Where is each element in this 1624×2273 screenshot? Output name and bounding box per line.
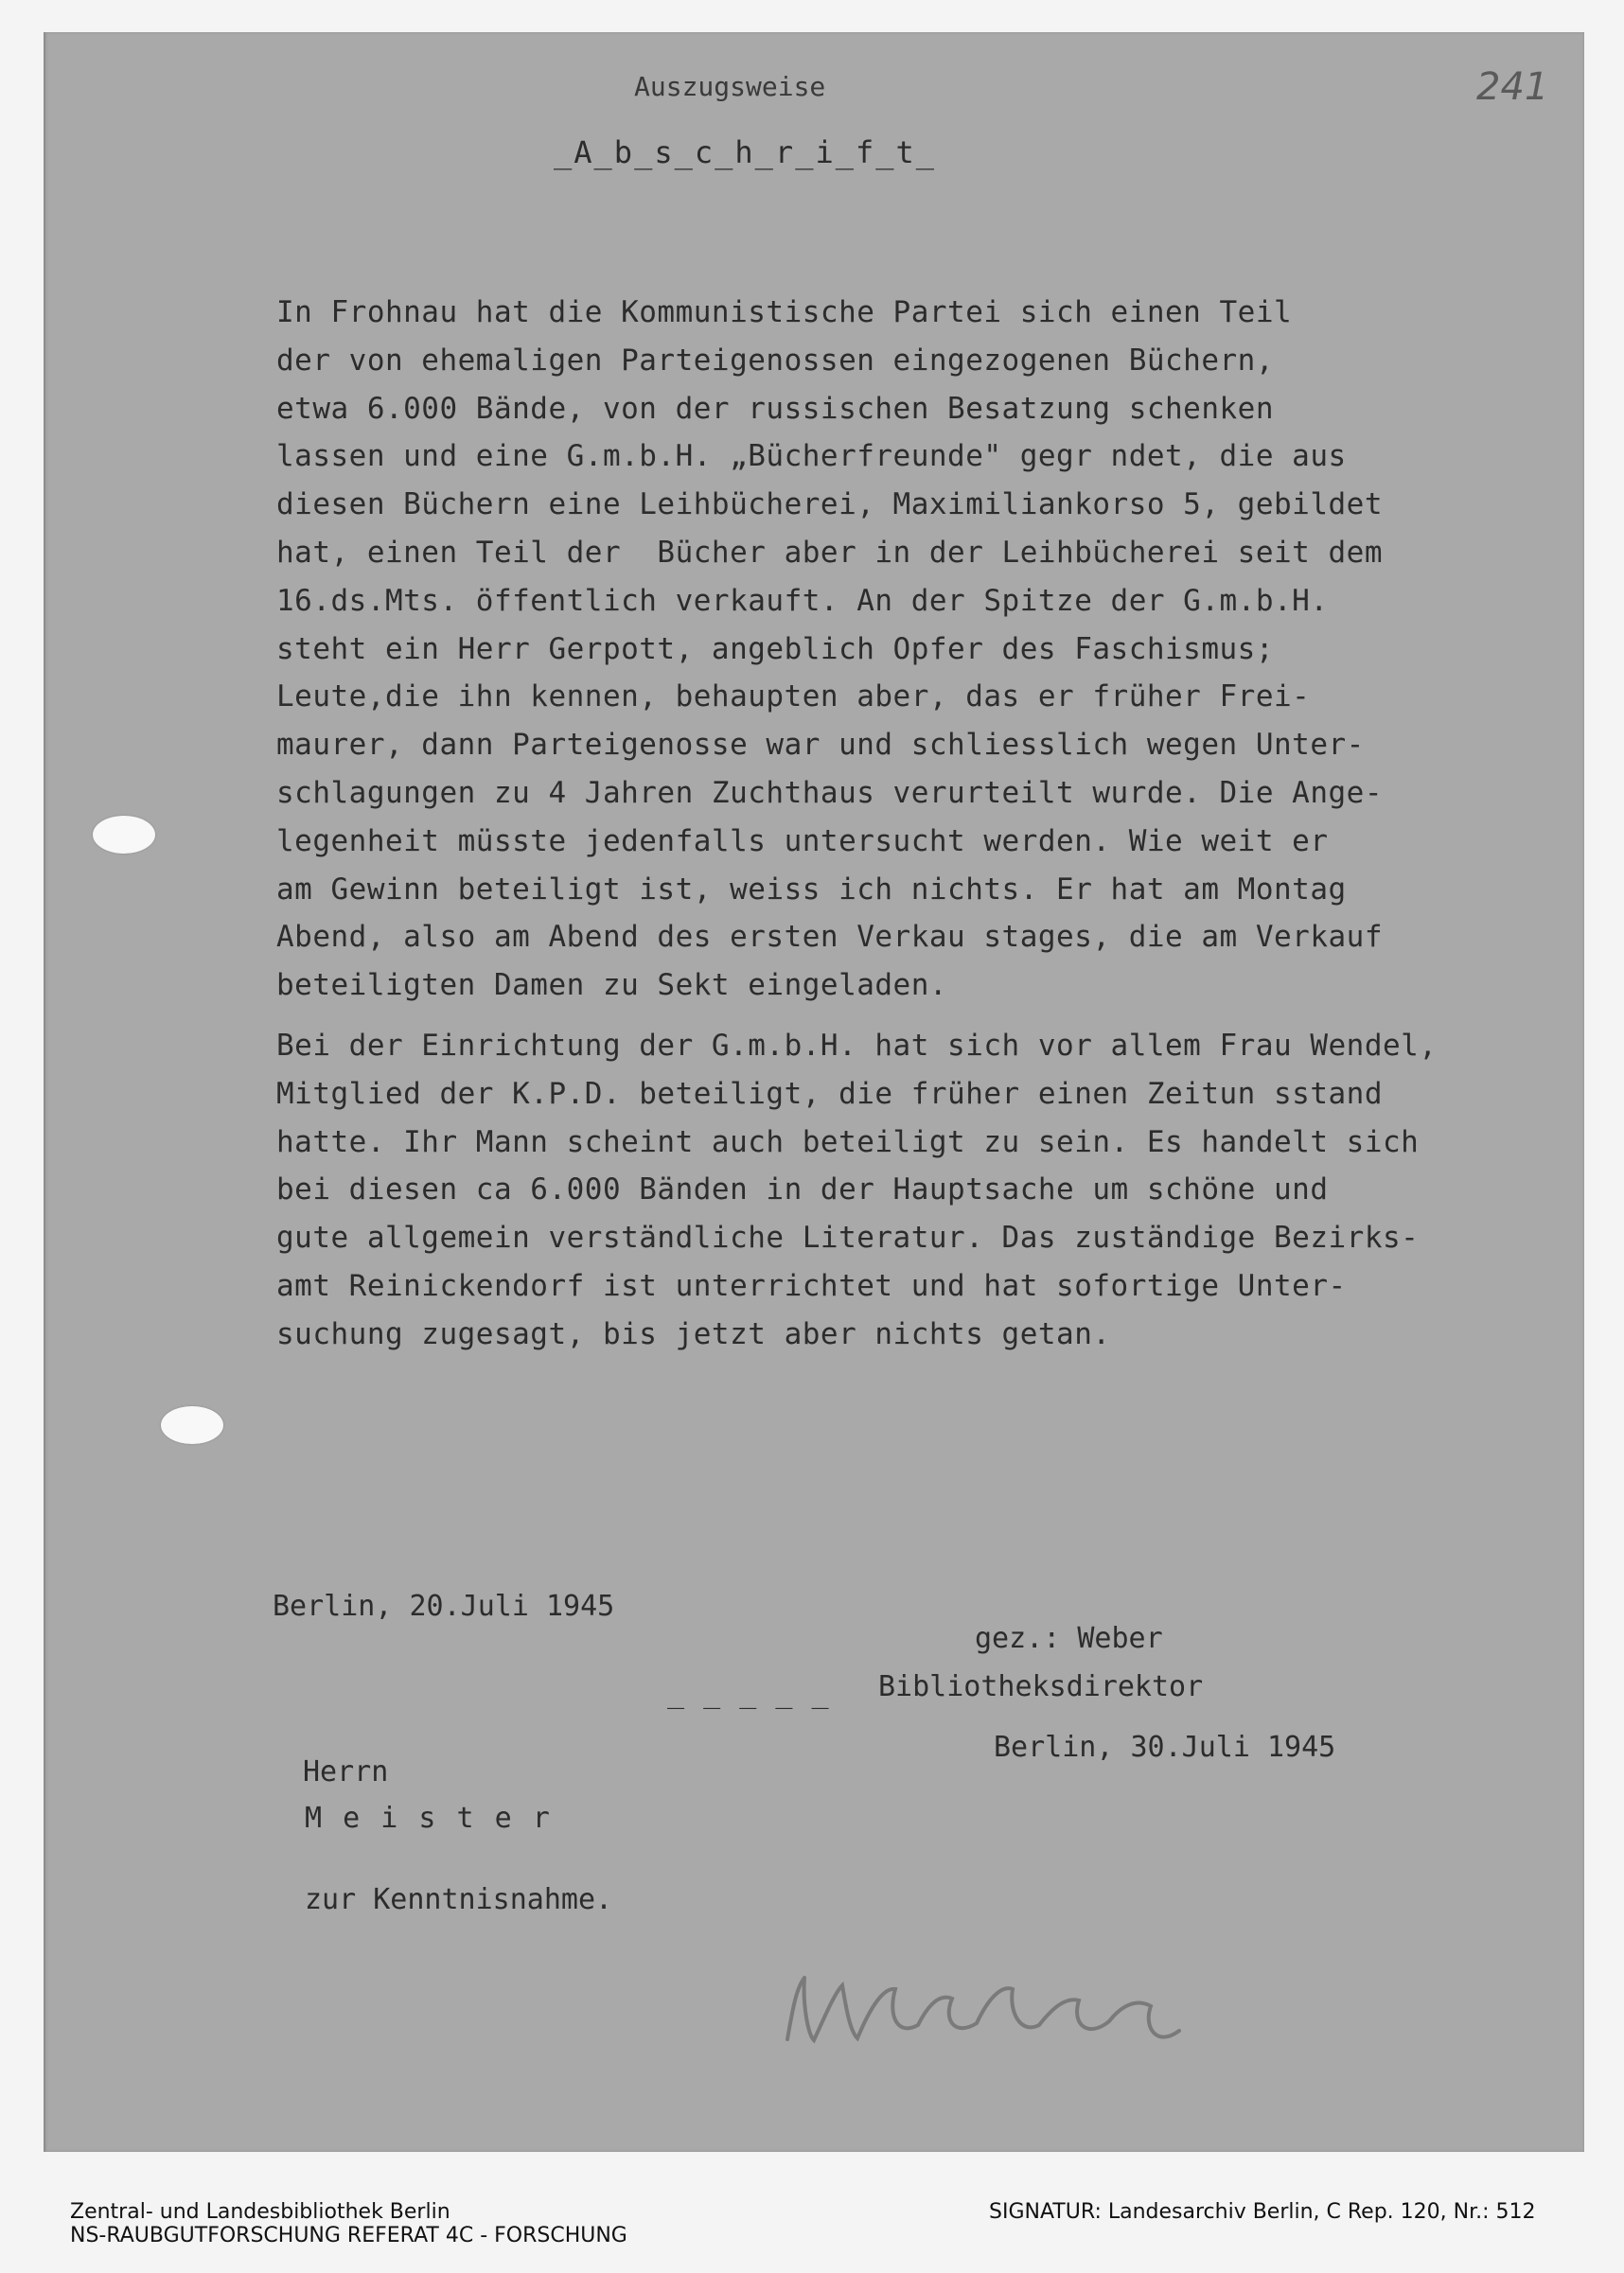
- footer-department: NS-RAUBGUTFORSCHUNG REFERAT 4C - FORSCHUNG: [70, 2224, 627, 2248]
- punch-hole-bottom: [161, 1406, 223, 1444]
- typed-line: lassen und eine G.m.b.H. „Bücherfreunde" gegr ndet, die aus: [276, 439, 1347, 474]
- recipient-name: M e i s t e r: [305, 1802, 552, 1835]
- typed-line: legenheit müsste jedenfalls untersucht werden. Wie weit er: [276, 823, 1329, 858]
- footer-signatur: SIGNATUR: Landesarchiv Berlin, C Rep. 120, Nr.: 512: [989, 2200, 1536, 2224]
- typed-line: 16.ds.Mts. öffentlich verkauft. An der Spitze der G.m.b.H.: [276, 583, 1329, 618]
- typed-line: hat, einen Teil der Bücher aber in der Leihbücherei seit dem: [276, 536, 1383, 570]
- header-note: Auszugsweise: [634, 71, 826, 102]
- typed-line: gute allgemein verständliche Literatur. Das zuständige Bezirks-: [276, 1221, 1420, 1256]
- typed-line: Mitglied der K.P.D. beteiligt, die früher einen Zeitun sstand: [276, 1076, 1383, 1111]
- document-title: _A_b_s_c_h_r_i_f_t_: [554, 134, 937, 170]
- typed-line: der von ehemaligen Parteigenossen eingezogenen Büchern,: [276, 343, 1274, 378]
- signed-by: gez.: Weber: [975, 1622, 1163, 1655]
- signature-text: Mentzberg: [776, 1949, 782, 1950]
- typed-line: etwa 6.000 Bände, von der russischen Besatzung schenken: [276, 391, 1274, 426]
- typed-line: amt Reinickendorf ist unterrichtet und hat sofortige Unter-: [276, 1269, 1347, 1303]
- recipient-salutation: Herrn: [303, 1755, 389, 1788]
- typed-line: suchung zugesagt, bis jetzt aber nichts getan.: [276, 1316, 1111, 1351]
- typed-line: am Gewinn beteiligt ist, weiss ich nichts. Er hat am Montag: [276, 872, 1347, 907]
- typed-line: bei diesen ca 6.000 Bänden in der Hauptsache um schöne und: [276, 1172, 1329, 1207]
- punch-hole-top: [93, 816, 155, 854]
- recipient-note: zur Kenntnisnahme.: [305, 1883, 613, 1916]
- typed-line: Bei der Einrichtung der G.m.b.H. hat sich vor allem Frau Wendel,: [276, 1029, 1438, 1063]
- footer-institution: Zentral- und Landesbibliothek Berlin: [70, 2200, 450, 2224]
- folio-number: 241: [1476, 65, 1549, 109]
- typed-line: schlagungen zu 4 Jahren Zuchthaus verurteilt wurde. Die Ange-: [276, 776, 1383, 810]
- typed-line: diesen Büchern eine Leihbücherei, Maximiliankorso 5, gebildet: [276, 487, 1383, 522]
- typed-line: steht ein Herr Gerpott, angeblich Opfer des Faschismus;: [276, 631, 1274, 666]
- dash-separator: _ _ _ _ _: [667, 1677, 830, 1710]
- typed-line: Abend, also am Abend des ersten Verkau stages, die am Verkauf: [276, 920, 1383, 955]
- signer-title: Bibliotheksdirektor: [878, 1670, 1204, 1703]
- typed-line: Leute,die ihn kennen, behaupten aber, das er früher Frei-: [276, 679, 1311, 714]
- typed-line: In Frohnau hat die Kommunistische Partei sich einen Teil: [276, 295, 1293, 329]
- typed-line: beteiligten Damen zu Sekt eingeladen.: [276, 968, 948, 1003]
- handwritten-signature: [776, 1949, 1202, 2063]
- typed-line: maurer, dann Parteigenosse war und schliesslich wegen Unter-: [276, 728, 1365, 763]
- footer-left: [70, 2200, 627, 2248]
- place-date-2: Berlin, 30.Juli 1945: [994, 1731, 1336, 1764]
- typed-line: hatte. Ihr Mann scheint auch beteiligt zu sein. Es handelt sich: [276, 1124, 1420, 1159]
- place-date-1: Berlin, 20.Juli 1945: [273, 1590, 615, 1623]
